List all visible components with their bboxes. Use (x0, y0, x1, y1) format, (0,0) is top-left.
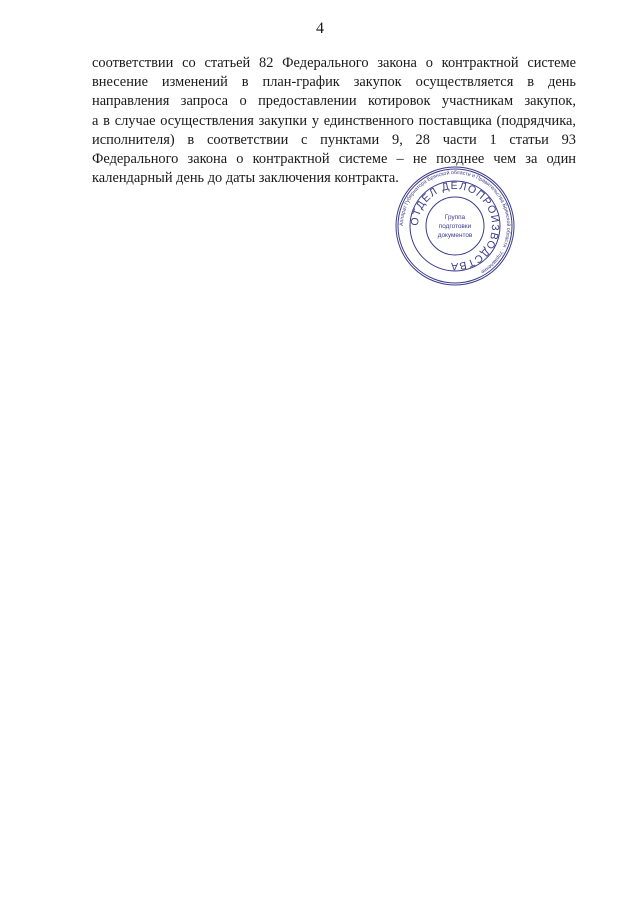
stamp-center-line: подготовки (438, 223, 472, 230)
paragraph-line: соответствии со статьей 82 Федерального закона о контрактной системе (92, 55, 576, 71)
stamp-center-line: документов (437, 232, 473, 239)
paragraph-line: внесение изменений в план-график закупок осуществляется в день (92, 74, 576, 91)
official-stamp (394, 165, 516, 287)
stamp-center-line: Группа (444, 214, 466, 221)
paragraph-line: Федерального закона о контрактной системе – не позднее чем за один (92, 151, 576, 168)
stamp-outer-text: Аппарат Губернатора Брянской области и Правительства Брянской области · Управление (398, 169, 512, 275)
paragraph-line: направления запроса о предоставлении котировок участникам закупок, (92, 93, 576, 110)
page-number: 4 (316, 20, 324, 37)
paragraph-line: календарный день до даты заключения контракта. (92, 170, 399, 187)
stamp-middle-text: ОТДЕЛ ДЕЛОПРОИЗВОДСТВА (408, 179, 502, 273)
paragraph-line: исполнителя) в соответствии с пунктами 9, 28 части 1 статьи 93 (92, 131, 576, 148)
paragraph-line: а в случае осуществления закупки у единственного поставщика (подрядчика, (92, 112, 576, 129)
